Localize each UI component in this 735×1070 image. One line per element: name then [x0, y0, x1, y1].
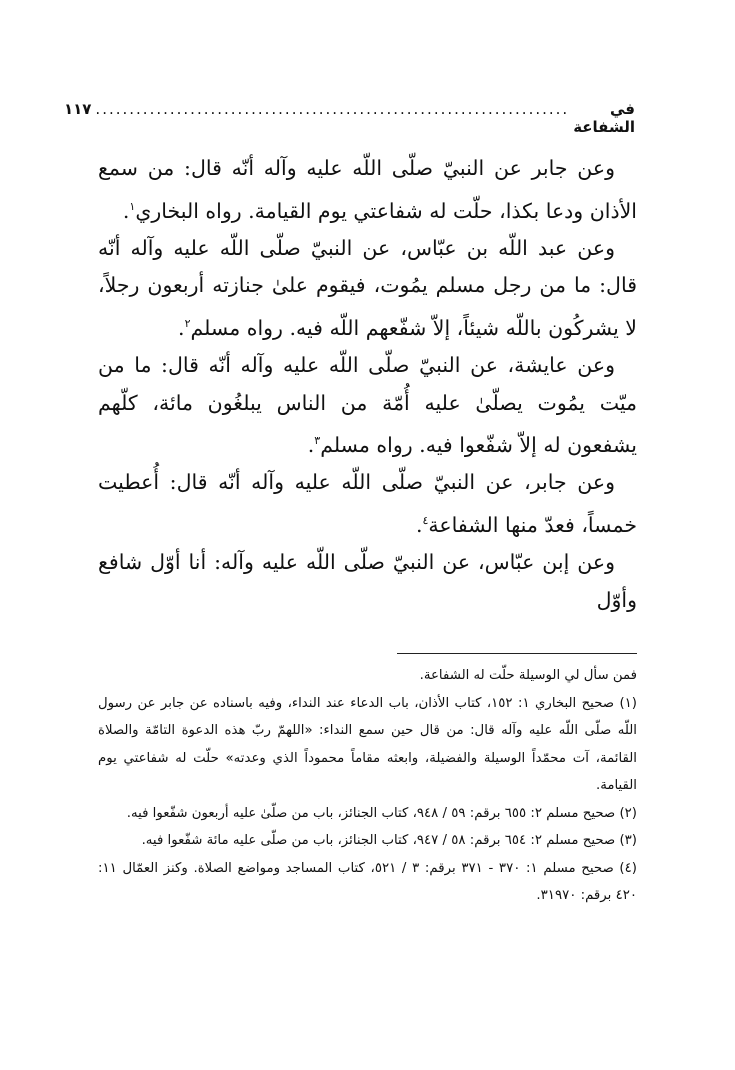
- paragraph: [98, 544, 637, 619]
- paragraph: [98, 464, 637, 544]
- paragraph: [98, 150, 637, 230]
- running-header: [63, 100, 635, 136]
- paragraph-end: .: [307, 432, 315, 457]
- footnote-marker: ٣: [314, 434, 321, 448]
- paragraph-end: .: [122, 198, 130, 223]
- paragraph-text: وعن عبد اللّه بن عبّاس، عن النبيّ صلّى اللّه عليه وآله أنّه قال: ما من رجل مسلم يمُوت، فيقوم علىٰ جنازته أربعون رجلاً، لا يشركُون باللّه شيئاً، إلاّ شفّعهم اللّه فيه. رواه مسلم: [98, 235, 637, 340]
- footnotes: [98, 662, 637, 910]
- paragraph-text: وعن عايشة، عن النبيّ صلّى اللّه عليه وآله أنّه قال: ما من ميّت يمُوت يصلّىٰ عليه أُمّة من الناس يبلغُون مائة، كلّهم يشفعون له إلاّ شفّعوا فيه. رواه مسلم: [98, 353, 637, 457]
- main-text: [98, 150, 637, 619]
- footnote: (٤) صحيح مسلم ١: ٣٧٠ - ٣٧١ برقم: ٣ / ٥٢١، كتاب المساجد ومواضع الصلاة. وكنز العمّال ١١: ٤٢٠ برقم: ٣١٩٧٠.: [98, 860, 637, 903]
- footnote-marker: ٤: [422, 513, 429, 527]
- footnote: (٣) صحيح مسلم ٢: ٦٥٤ برقم: ٥٨ / ٩٤٧، كتاب الجنائز، باب من صلّى عليه مائة شفّعوا فيه.: [141, 833, 637, 848]
- leader-dots: ......................................................................: [95, 100, 570, 118]
- footnote: (١) صحيح البخاري ١: ١٥٢، كتاب الأذان، باب الدعاء عند النداء، وفيه باسناده عن جابر عن رسول اللّه صلّى اللّه عليه وآله قال: من قال حين سمع النداء: «اللهمّ ربّ هذه الدعوة التامّة والصلاة القائمة، آت محمّداً الوسيلة والفضيلة، وابعثه مقاماً محموداً الذي وعدته» حلّت له شفاعتي يوم القيامة.: [98, 695, 637, 793]
- paragraph-text: وعن إبن عبّاس، عن النبيّ صلّى اللّه عليه وآله: أنا أوّل شافع وأوّل: [98, 550, 637, 612]
- paragraph: [98, 230, 637, 347]
- footnote-marker: ٢: [184, 316, 191, 330]
- paragraph-end: .: [415, 512, 423, 537]
- footnote: (٢) صحيح مسلم ٢: ٦٥٥ برقم: ٥٩ / ٩٤٨، كتاب الجنائز، باب من صلّىٰ عليه أربعون شفّعوا فيه.: [126, 805, 637, 821]
- paragraph-text: وعن جابر، عن النبيّ صلّى اللّه عليه وآله أنّه قال: أُعطيت خمساً، فعدّ منها الشفاعة: [98, 470, 637, 537]
- paragraph: [98, 347, 637, 464]
- footnote-divider: [397, 653, 637, 654]
- footnote-marker: ١: [129, 199, 136, 213]
- paragraph-text: وعن جابر عن النبيّ صلّى اللّه عليه وآله أنّه قال: من سمع الأذان ودعا بكذا، حلّت له شفاعتي يوم القيامة. رواه البخاري: [98, 156, 637, 223]
- footnote-continuation: فمن سأل لي الوسيلة حلّت له الشفاعة.: [419, 668, 637, 683]
- paragraph-end: .: [178, 315, 185, 340]
- section-title: في الشفاعة: [573, 100, 635, 136]
- page-number: ١١٧: [63, 100, 92, 118]
